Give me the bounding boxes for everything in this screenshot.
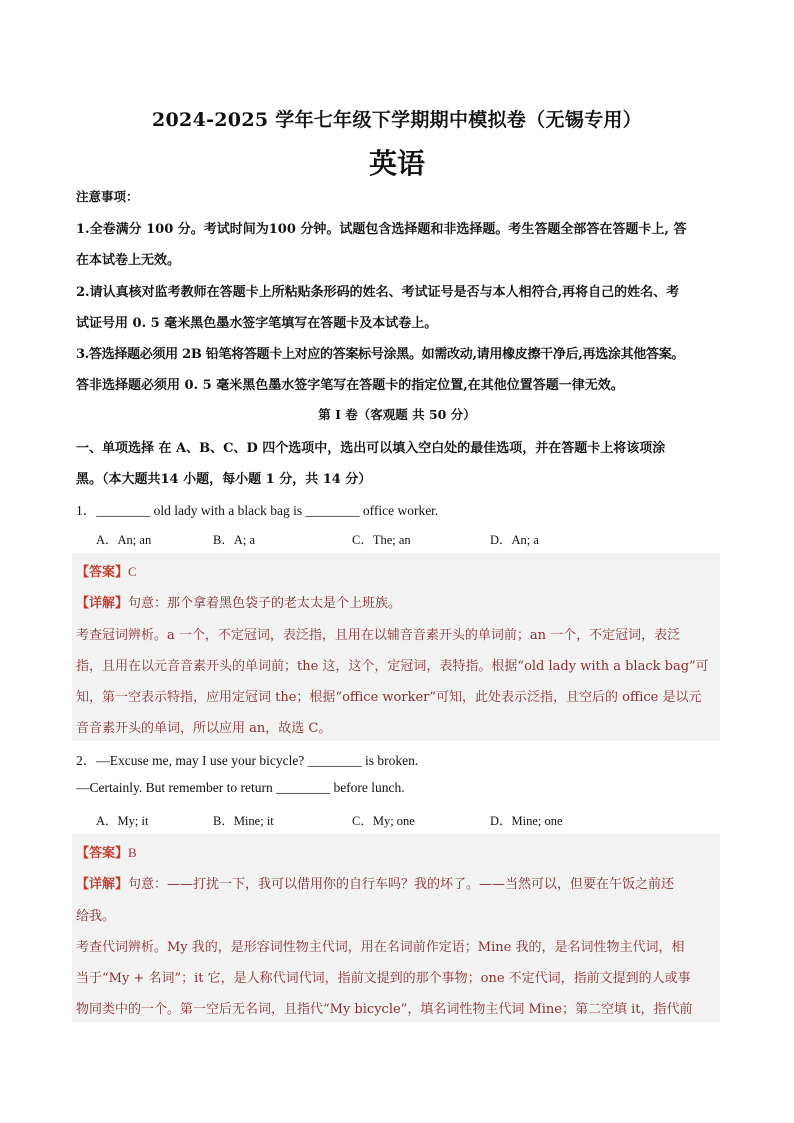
question-2-option-c: C．My; one — [352, 814, 415, 828]
question-2-stem-line-1: 2．—Excuse me, may I use your bicycle? ________ is broken. — [76, 753, 419, 768]
question-1-explanation-line-3: 知，第一空表示特指，应用定冠词 the；根据“office worker”可知，此处表示泛指，且空后的 office 是以元 — [76, 690, 702, 705]
answer-value: C — [128, 564, 137, 579]
question-2-option-b: B．Mine; it — [213, 814, 274, 828]
part-instructions-line-2: 黑。（本大题共14 小题，每小题 1 分，共 14 分） — [76, 472, 372, 487]
question-1-option-d: D．An; a — [490, 533, 539, 547]
question-2-detail-line-2: 给我。 — [76, 909, 116, 924]
question-1-detail — [76, 592, 721, 611]
notice-item-1-line-2: 在本试卷上无效。 — [76, 253, 181, 268]
notice-item-3-line-1: 3.答选择题必须用 2B 铅笔将答题卡上对应的答案标号涂黑。如需改动,请用橡皮擦干净后,再选涂其他答案。 — [76, 347, 685, 362]
question-2-option-d: D．Mine; one — [490, 814, 563, 828]
answer-tag: 【答案】 — [76, 565, 129, 580]
question-1-explanation-line-4: 音音素开头的单词，所以应用 an，故选 C。 — [76, 721, 332, 736]
exam-title: 2024-2025 学年七年级下学期期中模拟卷（无锡专用） — [152, 109, 642, 131]
question-2-explanation-line-2: 当于“My + 名词”；it 它，是人称代词代词，指前文提到的那个事物；one 不定代词，指前文提到的人或事 — [76, 971, 691, 986]
question-2-answer — [76, 842, 721, 861]
question-1-solution-box — [72, 553, 720, 741]
part-instructions-line-1: 一、单项选择 在 A、B、C、D 四个选项中，选出可以填入空白处的最佳选项，并在答题卡上将该项涂 — [76, 441, 666, 456]
question-1-explanation-line-1: 考查冠词辨析。a 一个，不定冠词，表泛指，且用在以辅音音素开头的单词前；an 一个，不定冠词，表泛 — [76, 628, 681, 643]
question-1-answer — [76, 561, 721, 580]
answer-tag: 【答案】 — [76, 846, 129, 861]
question-1-stem: 1．________ old lady with a black bag is ________ office worker. — [76, 503, 439, 518]
detail-text: 句意：——打扰一下，我可以借用你的自行车吗？我的坏了。——当然可以，但要在午饭之前还 — [128, 877, 675, 892]
notice-item-3-line-2: 答非选择题必须用 0. 5 毫米黑色墨水签字笔写在答题卡的指定位置,在其他位置答题一律无效。 — [76, 378, 624, 393]
answer-value: B — [128, 845, 137, 860]
detail-text: 句意：那个拿着黑色袋子的老太太是个上班族。 — [128, 596, 402, 611]
question-1-explanation-line-2: 指，且用在以元音音素开头的单词前；the 这，这个，定冠词，表特指。根据“old lady with a black bag”可 — [76, 659, 709, 674]
question-2-detail-line-1 — [76, 873, 721, 892]
question-2-option-a: A．My; it — [96, 814, 149, 828]
subject-title: 英语 — [368, 147, 425, 180]
notice-item-2-line-2: 试证号用 0. 5 毫米黑色墨水签字笔填写在答题卡及本试卷上。 — [76, 316, 438, 331]
question-2-stem-line-2: —Certainly. But remember to return ________ before lunch. — [76, 780, 405, 795]
detail-tag: 【详解】 — [76, 596, 129, 611]
notice-item-2-line-1: 2.请认真核对监考教师在答题卡上所粘贴条形码的姓名、考试证号是否与本人相符合,再将自己的姓名、考 — [76, 285, 680, 300]
question-1-option-b: B．A; a — [213, 533, 256, 547]
notice-heading: 注意事项： — [76, 189, 139, 204]
section-heading: 第 I 卷（客观题 共 50 分） — [318, 407, 476, 422]
question-2-solution-box — [72, 834, 720, 1022]
question-2-explanation-line-1: 考查代词辨析。My 我的，是形容词性物主代词，用在名词前作定语；Mine 我的，是名词性物主代词，相 — [76, 940, 685, 955]
notice-item-1-line-1: 1.全卷满分 100 分。考试时间为100 分钟。试题包含选择题和非选择题。考生答题全部答在答题卡上, 答 — [76, 222, 687, 237]
detail-tag: 【详解】 — [76, 877, 129, 892]
question-1-option-a: A．An; an — [96, 533, 152, 547]
question-1-option-c: C．The; an — [352, 533, 411, 547]
question-2-explanation-line-3: 物同类中的一个。第一空后无名词，且指代“My bicycle”，填名词性物主代词 Mine；第二空填 it，指代前 — [76, 1002, 693, 1017]
